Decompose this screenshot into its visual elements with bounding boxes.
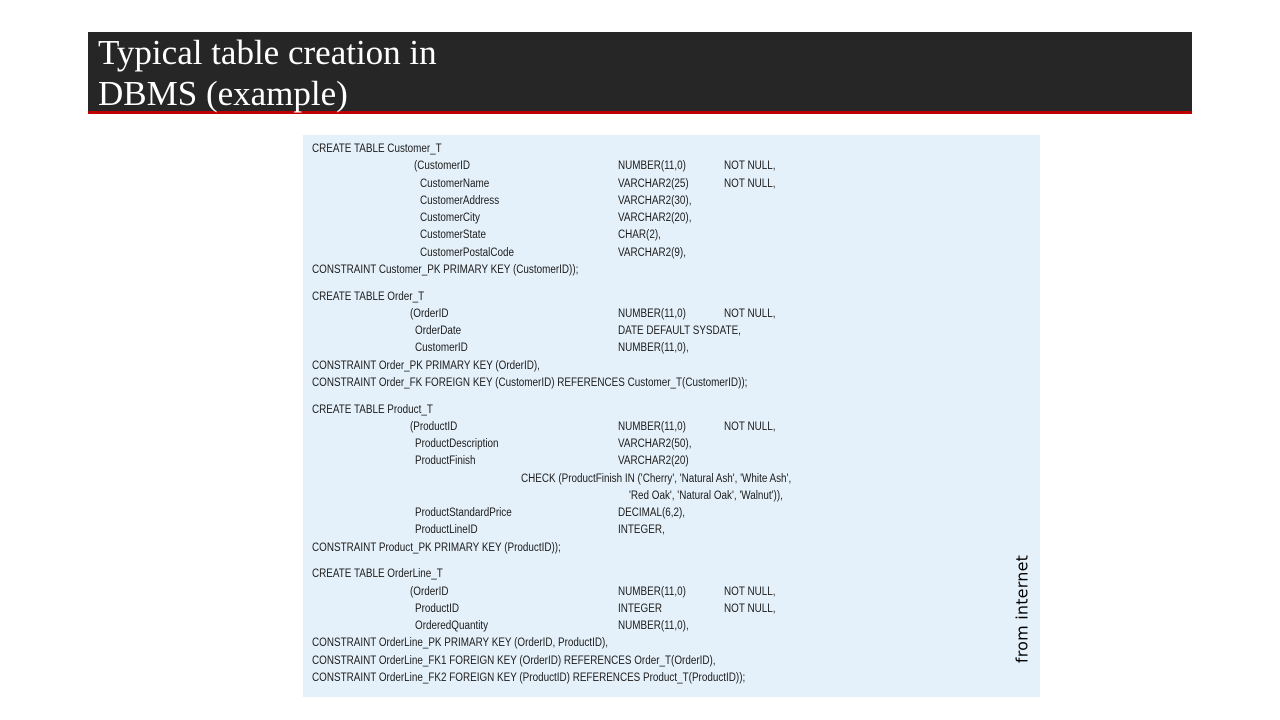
- constraint-line: CONSTRAINT OrderLine_FK2 FOREIGN KEY (ProductID) REFERENCES Product_T(ProductID));: [312, 672, 746, 684]
- column-name: (CustomerID: [414, 160, 471, 172]
- column-name: ProductStandardPrice: [415, 507, 512, 519]
- constraint-line: CONSTRAINT Product_PK PRIMARY KEY (ProductID));: [312, 542, 561, 554]
- column-constraint: NOT NULL,: [724, 160, 776, 172]
- column-type: VARCHAR2(30),: [618, 195, 692, 207]
- column-constraint: NOT NULL,: [724, 421, 776, 433]
- column-name: CustomerID: [415, 342, 468, 354]
- customer-table-header: CREATE TABLE Customer_T: [312, 143, 442, 155]
- source-note-text: from internet: [1012, 554, 1032, 664]
- column-name: ProductFinish: [415, 455, 476, 467]
- column-name: CustomerName: [420, 178, 490, 190]
- column-type: VARCHAR2(20): [618, 455, 689, 467]
- column-constraint: NOT NULL,: [724, 586, 776, 598]
- sql-code-panel: [303, 135, 1040, 697]
- column-type: CHAR(2),: [618, 229, 661, 241]
- orderline-table-header: CREATE TABLE OrderLine_T: [312, 568, 443, 580]
- constraint-line: CONSTRAINT OrderLine_PK PRIMARY KEY (OrderID, ProductID),: [312, 637, 609, 649]
- title-bar: [88, 32, 1192, 114]
- column-constraint: NOT NULL,: [724, 603, 776, 615]
- column-constraint: NOT NULL,: [724, 308, 776, 320]
- check-constraint-line: CHECK (ProductFinish IN ('Cherry', 'Natural Ash', 'White Ash',: [521, 473, 792, 485]
- column-type: NUMBER(11,0): [618, 160, 686, 172]
- column-type: NUMBER(11,0): [618, 421, 686, 433]
- column-type: VARCHAR2(25): [618, 178, 689, 190]
- source-note: [1010, 543, 1034, 675]
- column-name: CustomerCity: [420, 212, 480, 224]
- column-name: CustomerPostalCode: [420, 247, 515, 259]
- column-name: OrderedQuantity: [415, 620, 489, 632]
- column-name: ProductDescription: [415, 438, 499, 450]
- constraint-line: CONSTRAINT OrderLine_FK1 FOREIGN KEY (OrderID) REFERENCES Order_T(OrderID),: [312, 655, 716, 667]
- column-type: DECIMAL(6,2),: [618, 507, 686, 519]
- column-type: NUMBER(11,0): [618, 308, 686, 320]
- column-constraint: NOT NULL,: [724, 178, 776, 190]
- column-type: INTEGER: [618, 603, 662, 615]
- column-type: NUMBER(11,0),: [618, 620, 689, 632]
- constraint-line: CONSTRAINT Order_FK FOREIGN KEY (CustomerID) REFERENCES Customer_T(CustomerID));: [312, 377, 748, 389]
- column-name: (OrderID: [410, 308, 449, 320]
- column-name: CustomerAddress: [420, 195, 500, 207]
- column-type: VARCHAR2(9),: [618, 247, 686, 259]
- order-table-header: CREATE TABLE Order_T: [312, 291, 425, 303]
- column-type: NUMBER(11,0),: [618, 342, 689, 354]
- product-table-header: CREATE TABLE Product_T: [312, 404, 433, 416]
- slide-title-line-2: DBMS (example): [98, 74, 348, 113]
- slide-title-line-1: Typical table creation in: [98, 33, 437, 72]
- column-type: INTEGER,: [618, 524, 665, 536]
- column-name: (OrderID: [410, 586, 449, 598]
- column-name: OrderDate: [415, 325, 462, 337]
- column-type: DATE DEFAULT SYSDATE,: [618, 325, 741, 337]
- column-name: (ProductID: [410, 421, 458, 433]
- slide-title: [98, 32, 437, 114]
- check-constraint-line: 'Red Oak', 'Natural Oak', 'Walnut')),: [629, 490, 783, 502]
- constraint-line: CONSTRAINT Order_PK PRIMARY KEY (OrderID),: [312, 360, 540, 372]
- column-type: VARCHAR2(50),: [618, 438, 692, 450]
- column-name: CustomerState: [420, 229, 486, 241]
- column-type: VARCHAR2(20),: [618, 212, 692, 224]
- column-name: ProductID: [415, 603, 459, 615]
- column-name: ProductLineID: [415, 524, 478, 536]
- constraint-line: CONSTRAINT Customer_PK PRIMARY KEY (CustomerID));: [312, 264, 579, 276]
- column-type: NUMBER(11,0): [618, 586, 686, 598]
